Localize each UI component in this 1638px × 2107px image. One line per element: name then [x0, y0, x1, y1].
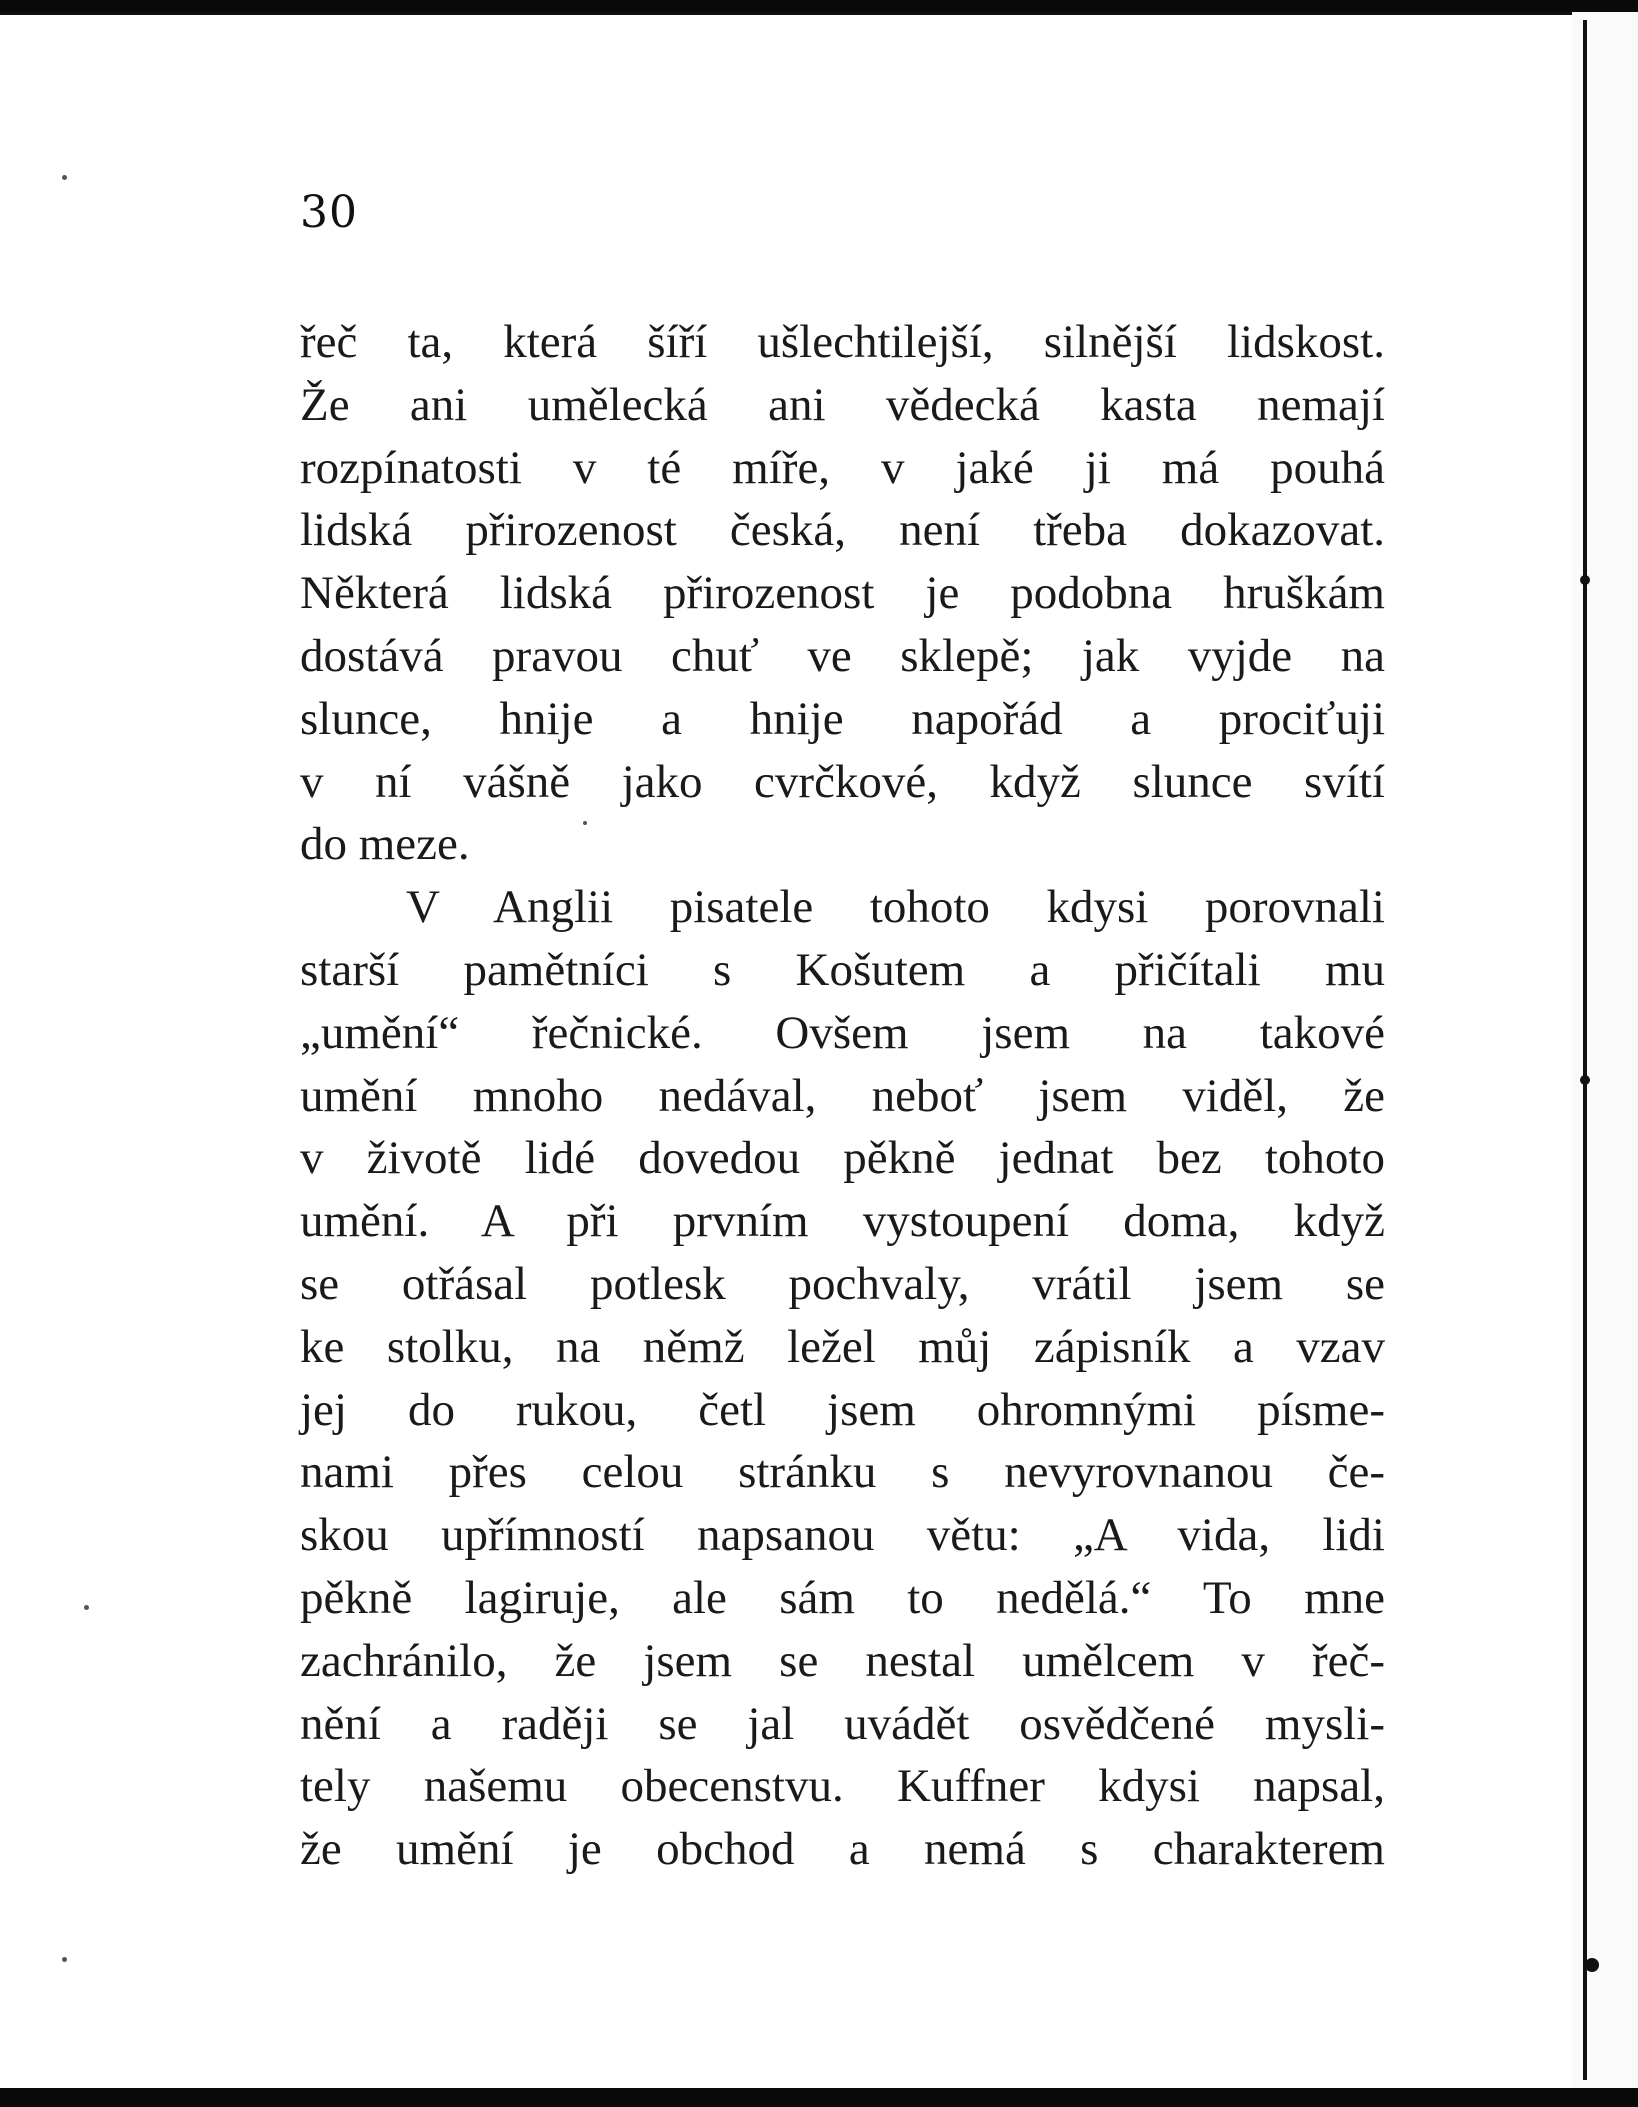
facing-page-edge [1572, 12, 1638, 2092]
text-line: zachránilo, že jsem se nestal umělcem v řeč- [300, 1634, 1385, 1687]
book-page [0, 12, 1572, 2095]
text-line: Některá lidská přirozenost je podobna hruškám [300, 567, 1385, 620]
scan-speck [62, 175, 67, 180]
text-line: dostává pravou chuť ve sklepě; jak vyjde na [300, 629, 1385, 682]
text-line: v životě lidé dovedou pěkně jednat bez tohoto [300, 1132, 1385, 1185]
book-spine-line [1583, 20, 1587, 2080]
text-line: „umění“ řečnické. Ovšem jsem na takové [300, 1006, 1385, 1059]
text-line: že umění je obchod a nemá s charakterem [300, 1823, 1385, 1876]
spine-mark [1585, 1958, 1599, 1972]
scan-speck [84, 1605, 89, 1610]
text-line-paragraph-end: do meze. [300, 818, 470, 871]
text-line: starší pamětníci s Košutem a přičítali mu [300, 943, 1385, 996]
text-line: řeč ta, která šíří ušlechtilejší, silnější lidskost. [300, 316, 1385, 368]
text-line: Že ani umělecká ani vědecká kasta nemají [300, 378, 1385, 431]
scan-bottom-border [0, 2088, 1638, 2107]
text-line: se otřásal potlesk pochvaly, vrátil jsem se [300, 1257, 1385, 1310]
text-line: ke stolku, na němž ležel můj zápisník a vzav [300, 1320, 1385, 1373]
scan-speck [583, 821, 587, 825]
text-line: nění a raději se jal uvádět osvědčené mysli- [300, 1697, 1385, 1750]
text-line: slunce, hnije a hnije napořád a prociťuji [300, 692, 1385, 745]
text-line: rozpínatosti v té míře, v jaké ji má pouhá [300, 441, 1385, 494]
text-line: v ní vášně jako cvrčkové, když slunce svítí [300, 755, 1385, 808]
spine-mark [1580, 1075, 1590, 1085]
text-line: lidská přirozenost česká, není třeba dokazovat. [300, 504, 1385, 557]
page-number: 30 [300, 187, 358, 238]
text-line: umění. A při prvním vystoupení doma, když [300, 1195, 1385, 1248]
text-line: umění mnoho nedával, neboť jsem viděl, že [300, 1069, 1385, 1122]
text-line-paragraph-start: V Anglii pisatele tohoto kdysi porovnali [406, 881, 1385, 934]
body-text [300, 311, 1385, 1881]
text-line: tely našemu obecenstvu. Kuffner kdysi napsal, [300, 1760, 1385, 1813]
text-line: skou upřímností napsanou větu: „A vida, lidi [300, 1509, 1385, 1562]
spine-mark [1580, 575, 1590, 585]
scan-speck [62, 1957, 67, 1962]
text-line: jej do rukou, četl jsem ohromnými písme- [300, 1383, 1385, 1436]
text-line: nami přes celou stránku s nevyrovnanou če- [300, 1446, 1385, 1499]
text-line: pěkně lagiruje, ale sám to nedělá.“ To mne [300, 1571, 1385, 1624]
